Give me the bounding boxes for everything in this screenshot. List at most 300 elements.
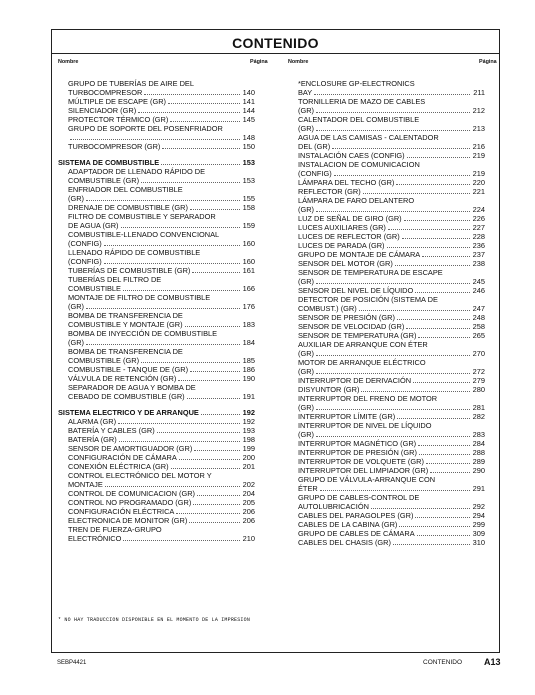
toc-page-number: 219 (472, 169, 485, 178)
dot-leader (404, 220, 470, 221)
toc-entry[interactable] (288, 115, 485, 133)
toc-entry-text: TUBERÍAS DE COMBUSTIBLE (GR) (68, 266, 191, 275)
dot-leader (192, 272, 240, 273)
toc-page-number: 213 (472, 124, 485, 133)
toc-entry-text: DRENAJE DE COMBUSTIBLE (GR) (68, 203, 188, 212)
toc-entry-text: (GR) (68, 338, 85, 347)
toc-section-heading[interactable] (58, 408, 255, 417)
toc-entry-text: SENSOR DE TEMPERATURA (GR) (298, 331, 417, 340)
toc-entry[interactable] (288, 160, 485, 178)
toc-page-number: 247 (472, 304, 485, 313)
toc-page-number: 246 (472, 286, 485, 295)
dot-leader (104, 263, 240, 264)
toc-entry-text: GRUPO DE CABLES-CONTROL DE (298, 493, 420, 502)
toc-page-number: 206 (242, 516, 255, 525)
toc-entry[interactable] (58, 124, 255, 142)
toc-entry[interactable] (58, 462, 255, 471)
toc-page-number: 192 (242, 417, 255, 426)
dot-leader (402, 238, 470, 239)
toc-entry-text: ENFRIADOR DEL COMBUSTIBLE (68, 185, 183, 194)
toc-entry-text: (GR) (298, 106, 315, 115)
toc-entry[interactable] (58, 106, 255, 115)
toc-entry[interactable] (58, 507, 255, 516)
toc-entry[interactable] (288, 214, 485, 223)
toc-entry-text: AUTOLUBRICACIÓN (298, 502, 369, 511)
dot-leader (105, 486, 240, 487)
toc-entry-text: PROTECTOR TÉRMICO (GR) (68, 115, 169, 124)
toc-entry-text: SEPARADOR DE AGUA Y BOMBA DE (68, 383, 196, 392)
dot-leader (334, 175, 470, 176)
toc-page-number: 159 (242, 221, 255, 230)
dot-leader (104, 245, 240, 246)
toc-page-number: 204 (242, 489, 255, 498)
dot-leader (418, 337, 470, 338)
toc-entry-text: COMBUSTIBLE (68, 284, 121, 293)
dot-leader (168, 103, 240, 104)
toc-page-number: 160 (242, 239, 255, 248)
dot-leader (157, 432, 240, 433)
toc-page-number: 281 (472, 403, 485, 412)
toc-entry[interactable] (288, 475, 485, 493)
toc-entry-text: INTERRUPTOR DE DERIVACIÓN (298, 376, 412, 385)
toc-page-number: 158 (242, 203, 255, 212)
toc-entry-text: SENSOR DE PRESIÓN (GR) (298, 313, 395, 322)
title-divider (52, 53, 499, 54)
right-col-name-header: Nombre (288, 59, 309, 65)
toc-entry-text: ELECTRONICA DE MONITOR (GR) (68, 516, 188, 525)
toc-entry-text: ALARMA (GR) (68, 417, 117, 426)
toc-entry-text: BOMBA DE TRANSFERENCIA DE (68, 311, 183, 320)
toc-entry[interactable] (288, 394, 485, 412)
toc-entry[interactable] (288, 520, 485, 529)
dot-leader (399, 526, 470, 527)
toc-page-number: 205 (242, 498, 255, 507)
dot-leader (419, 454, 470, 455)
toc-page-number: 283 (472, 430, 485, 439)
dot-leader (197, 495, 240, 496)
toc-entry-text: DE AGUA (GR) (68, 221, 119, 230)
toc-page-number: 186 (242, 365, 255, 374)
toc-page-number: 145 (242, 115, 255, 124)
toc-page-number: 227 (472, 223, 485, 232)
toc-entry-text: CONTROL NO PROGRAMADO (GR) (68, 498, 192, 507)
toc-entry-text: LUCES DE REFLECTOR (GR) (298, 232, 400, 241)
toc-entry-text: (GR) (298, 430, 315, 439)
toc-page-number: 150 (242, 142, 255, 151)
toc-entry-text: (GR) (298, 124, 315, 133)
page-title: CONTENIDO (232, 35, 319, 51)
toc-entry-text: INSTALACIÓN CAES (CONFIG) (298, 151, 405, 160)
toc-entry[interactable] (58, 212, 255, 230)
dot-leader (332, 148, 470, 149)
toc-page-number: 294 (472, 511, 485, 520)
toc-entry-text: LÁMPARA DEL TECHO (GR) (298, 178, 395, 187)
toc-entry-text: DISYUNTOR (GR) (298, 385, 360, 394)
left-col-page-header: Página (250, 59, 268, 65)
dot-leader (170, 121, 240, 122)
toc-entry[interactable] (288, 538, 485, 547)
toc-entry-text: (GR) (298, 367, 315, 376)
dot-leader (70, 139, 240, 140)
dot-leader (189, 522, 240, 523)
toc-entry[interactable] (58, 167, 255, 185)
toc-entry[interactable] (288, 385, 485, 394)
toc-entry-text: BOMBA DE INYECCIÓN DE COMBUSTIBLE (68, 329, 218, 338)
toc-page-number: 166 (242, 284, 255, 293)
toc-entry-text: DETECTOR DE POSICIÓN (SISTEMA DE (298, 295, 438, 304)
toc-entry-text: INTERRUPTOR DEL FRENO DE MOTOR (298, 394, 438, 403)
toc-page-number: 201 (242, 462, 255, 471)
toc-entry[interactable] (288, 412, 485, 421)
toc-entry-text: *ENCLOSURE GP-ELECTRONICS (298, 79, 415, 88)
toc-page-number: 226 (472, 214, 485, 223)
toc-entry[interactable] (288, 313, 485, 322)
toc-entry-text: ÉTER (298, 484, 318, 493)
dot-leader (393, 544, 470, 545)
toc-entry-text: DEL (GR) (298, 142, 331, 151)
toc-page-number: 220 (472, 178, 485, 187)
toc-entry[interactable] (288, 340, 485, 358)
toc-entry-text: TUBERÍAS DEL FILTRO DE (68, 275, 162, 284)
toc-page-number: 245 (472, 277, 485, 286)
toc-page-number: 228 (472, 232, 485, 241)
toc-entry[interactable] (58, 471, 255, 489)
toc-page-number: 198 (242, 435, 255, 444)
toc-entry[interactable] (288, 259, 485, 268)
dot-leader (86, 344, 240, 345)
toc-entry-text: CONTROL ELECTRÓNICO DEL MOTOR Y (68, 471, 212, 480)
dot-leader (415, 517, 470, 518)
toc-page-number: 279 (472, 376, 485, 385)
dot-leader (187, 398, 240, 399)
dot-leader (361, 391, 470, 392)
toc-entry-text: LUCES AUXILIARES (GR) (298, 223, 386, 232)
toc-entry[interactable] (288, 178, 485, 187)
toc-entry[interactable] (58, 230, 255, 248)
toc-entry-text: SENSOR DE TEMPERATURA DE ESCAPE (298, 268, 443, 277)
toc-entry[interactable] (288, 322, 485, 331)
dot-leader (176, 513, 240, 514)
toc-entry-text: COMBUSTIBLE Y MONTAJE (GR) (68, 320, 183, 329)
toc-page-number: 289 (472, 457, 485, 466)
dot-leader (118, 423, 240, 424)
toc-entry[interactable] (288, 187, 485, 196)
toc-entry-text: COMBUSTIBLE-LLENADO CONVENCIONAL (68, 230, 220, 239)
dot-leader (86, 308, 240, 309)
dot-leader (422, 256, 470, 257)
toc-entry-text: INTERRUPTOR DEL LIMPIADOR (GR) (298, 466, 429, 475)
toc-entry[interactable] (58, 417, 255, 426)
toc-entry[interactable] (58, 293, 255, 311)
dot-leader (119, 441, 240, 442)
dot-leader (415, 292, 470, 293)
toc-entry-text: BAY (298, 88, 313, 97)
toc-entry[interactable] (58, 365, 255, 374)
toc-page-number: 265 (472, 331, 485, 340)
toc-entry[interactable] (58, 248, 255, 266)
toc-entry[interactable] (58, 311, 255, 329)
dot-leader (190, 371, 240, 372)
dot-leader (397, 319, 470, 320)
toc-entry-text: CONEXIÓN ELÉCTRICA (GR) (68, 462, 169, 471)
dot-leader (138, 112, 240, 113)
dot-leader (430, 472, 470, 473)
toc-entry-text: GRUPO DE SOPORTE DEL POSENFRIADOR (68, 124, 223, 133)
dot-leader (417, 535, 470, 536)
toc-entry[interactable] (288, 511, 485, 520)
toc-page-number: 200 (242, 453, 255, 462)
toc-entry-text: COMBUSTIBLE (GR) (68, 356, 140, 365)
toc-entry[interactable] (58, 489, 255, 498)
toc-entry[interactable] (288, 331, 485, 340)
toc-page-number: 309 (472, 529, 485, 538)
toc-entry[interactable] (288, 466, 485, 475)
toc-entry-text: ELECTRÓNICO (68, 534, 122, 543)
toc-entry-text: INTERRUPTOR MAGNÉTICO (GR) (298, 439, 417, 448)
dot-leader (418, 445, 470, 446)
toc-entry-text: (GR) (68, 302, 85, 311)
toc-entry-text: LUCES DE PARADA (GR) (298, 241, 385, 250)
toc-entry-text: SISTEMA ELECTRICO Y DE ARRANQUE (58, 408, 199, 417)
dot-leader (316, 355, 470, 356)
dot-leader (316, 436, 470, 437)
toc-page-number: 216 (472, 142, 485, 151)
toc-page-number: 141 (242, 97, 255, 106)
toc-entry[interactable] (58, 347, 255, 365)
toc-entry-text: (CONFIG) (298, 169, 332, 178)
left-col-name-header: Nombre (58, 59, 79, 65)
toc-entry-text: (GR) (68, 194, 85, 203)
toc-page-number: 191 (242, 392, 255, 401)
dot-leader (316, 283, 470, 284)
dot-leader (162, 148, 240, 149)
toc-page-number: 193 (242, 426, 255, 435)
toc-entry-text: BATERÍA Y CABLES (GR) (68, 426, 155, 435)
toc-entry-text: AGUA DE LAS CAMISAS - CALENTADOR (298, 133, 439, 142)
dot-leader (194, 450, 240, 451)
toc-entry[interactable] (288, 457, 485, 466)
toc-page-number: 237 (472, 250, 485, 259)
dot-leader (395, 265, 470, 266)
dot-leader (123, 540, 240, 541)
toc-entry[interactable] (288, 196, 485, 214)
dot-leader (144, 94, 240, 95)
toc-entry[interactable] (288, 358, 485, 376)
dot-leader (406, 328, 470, 329)
footnote: * NO HAY TRADUCCION DISPONIBLE EN EL MOMENTO DE LA IMPRESION (58, 617, 251, 623)
dot-leader (141, 182, 240, 183)
toc-entry[interactable] (58, 266, 255, 275)
toc-entry-text: (GR) (298, 349, 315, 358)
dot-leader (123, 290, 240, 291)
document-code: SEBP4421 (57, 660, 87, 666)
toc-entry-text: CEBADO DE COMBUSTIBLE (GR) (68, 392, 185, 401)
toc-entry[interactable] (58, 453, 255, 462)
toc-entry[interactable] (58, 498, 255, 507)
dot-leader (396, 184, 470, 185)
dot-leader (185, 326, 240, 327)
toc-entry[interactable] (288, 232, 485, 241)
toc-entry-text: GRUPO DE MONTAJE DE CÁMARA (298, 250, 421, 259)
toc-entry-text: SISTEMA DE COMBUSTIBLE (58, 158, 160, 167)
dot-leader (407, 157, 470, 158)
dot-leader (316, 130, 470, 131)
toc-page-number: 284 (472, 439, 485, 448)
dot-leader (397, 418, 470, 419)
toc-entry-text: CONTROL DE COMUNICACION (GR) (68, 489, 196, 498)
toc-section-heading[interactable] (58, 158, 255, 167)
dot-leader (171, 468, 240, 469)
toc-page-number: 160 (242, 257, 255, 266)
footer-section: CONTENIDO (423, 659, 462, 666)
toc-entry[interactable] (58, 79, 255, 97)
toc-page-number: 290 (472, 466, 485, 475)
toc-entry-text: CONFIGURACIÓN ELÉCTRICA (68, 507, 175, 516)
dot-leader (314, 94, 470, 95)
left-contents-column (58, 79, 255, 543)
dot-leader (316, 112, 470, 113)
toc-entry[interactable] (58, 97, 255, 106)
toc-page-number: 236 (472, 241, 485, 250)
toc-entry[interactable] (288, 241, 485, 250)
dot-leader (363, 193, 470, 194)
dot-leader (161, 164, 240, 165)
toc-page-number: 288 (472, 448, 485, 457)
toc-page-number: 199 (242, 444, 255, 453)
section-gap (58, 151, 255, 158)
dot-leader (193, 504, 240, 505)
section-gap (58, 401, 255, 408)
toc-page-number: 292 (472, 502, 485, 511)
toc-entry[interactable] (288, 268, 485, 286)
dot-leader (388, 229, 470, 230)
toc-entry-text: MOTOR DE ARRANQUE ELÉCTRICO (298, 358, 426, 367)
toc-page-number: 144 (242, 106, 255, 115)
toc-page-number: 221 (472, 187, 485, 196)
toc-entry[interactable] (288, 529, 485, 538)
toc-entry-text: CABLES DE LA CABINA (GR) (298, 520, 398, 529)
toc-entry-text: (GR) (298, 205, 315, 214)
toc-entry[interactable] (288, 439, 485, 448)
toc-page-number: 270 (472, 349, 485, 358)
toc-page-number: 183 (242, 320, 255, 329)
dot-leader (141, 362, 240, 363)
toc-entry[interactable] (58, 383, 255, 401)
right-contents-column (288, 79, 485, 547)
toc-entry-text: TREN DE FUERZA-GRUPO (68, 525, 162, 534)
toc-entry-text: TORNILLERIA DE MAZO DE CABLES (298, 97, 426, 106)
toc-entry[interactable] (288, 133, 485, 151)
toc-entry[interactable] (58, 142, 255, 151)
toc-entry[interactable] (288, 421, 485, 439)
toc-entry[interactable] (58, 115, 255, 124)
toc-page-number: 206 (242, 507, 255, 516)
toc-page-number: 310 (472, 538, 485, 547)
toc-page-number: 282 (472, 412, 485, 421)
dot-leader (359, 310, 470, 311)
toc-entry-text: GRUPO DE VÁLVULA-ARRANQUE CON (298, 475, 436, 484)
dot-leader (201, 414, 240, 415)
toc-page-number: 299 (472, 520, 485, 529)
toc-entry-text: VÁLVULA DE RETENCIÓN (GR) (68, 374, 177, 383)
toc-entry[interactable] (58, 329, 255, 347)
toc-entry-text: LÁMPARA DE FARO DELANTERO (298, 196, 415, 205)
dot-leader (121, 227, 240, 228)
toc-entry-text: COMBUSTIBLE (GR) (68, 176, 140, 185)
toc-entry[interactable] (288, 79, 485, 97)
toc-entry[interactable] (58, 516, 255, 525)
toc-entry[interactable] (58, 435, 255, 444)
page-number: A13 (484, 657, 501, 667)
toc-page-number: 153 (242, 176, 255, 185)
toc-entry-text: REFLECTOR (GR) (298, 187, 361, 196)
toc-page-number: 248 (472, 313, 485, 322)
toc-entry-text: MONTAJE (68, 480, 103, 489)
toc-entry[interactable] (58, 275, 255, 293)
toc-entry-text: CABLES DEL PARAGOLPES (GR) (298, 511, 414, 520)
toc-entry[interactable] (288, 151, 485, 160)
toc-entry-text: (GR) (298, 403, 315, 412)
toc-entry[interactable] (288, 286, 485, 295)
contents-frame (51, 29, 500, 653)
toc-entry[interactable] (288, 223, 485, 232)
toc-entry-text: CONFIGURACIÓN DE CÁMARA (68, 453, 177, 462)
toc-entry[interactable] (288, 493, 485, 511)
toc-page-number: 212 (472, 106, 485, 115)
toc-entry-text: TURBOCOMPRESOR (GR) (68, 142, 161, 151)
toc-entry[interactable] (58, 185, 255, 203)
toc-entry[interactable] (288, 448, 485, 457)
toc-entry-text: CALENTADOR DEL COMBUSTIBLE (298, 115, 420, 124)
dot-leader (190, 209, 240, 210)
dot-leader (320, 490, 470, 491)
toc-entry-text: ADAPTADOR DE LLENADO RÁPIDO DE (68, 167, 206, 176)
toc-page-number: 184 (242, 338, 255, 347)
toc-page-number: 258 (472, 322, 485, 331)
toc-entry-text: (GR) (298, 277, 315, 286)
toc-entry-text: COMBUSTIBLE - TANQUE DE (GR) (68, 365, 189, 374)
dot-leader (387, 247, 470, 248)
toc-page-number: 280 (472, 385, 485, 394)
toc-entry[interactable] (58, 426, 255, 435)
toc-page-number: 140 (242, 88, 255, 97)
toc-entry-text: INTERRUPTOR DE NIVEL DE LÍQUIDO (298, 421, 432, 430)
toc-entry[interactable] (58, 374, 255, 383)
toc-entry-text: (CONFIG) (68, 257, 102, 266)
toc-page-number: 153 (242, 158, 255, 167)
toc-entry[interactable] (288, 97, 485, 115)
toc-entry-text: (CONFIG) (68, 239, 102, 248)
toc-entry-text: CABLES DEL CHASIS (GR) (298, 538, 391, 547)
toc-entry-text: FILTRO DE COMBUSTIBLE Y SEPARADOR (68, 212, 216, 221)
toc-entry[interactable] (288, 250, 485, 259)
toc-page-number: 185 (242, 356, 255, 365)
toc-page-number: 155 (242, 194, 255, 203)
toc-entry-text: BOMBA DE TRANSFERENCIA DE (68, 347, 183, 356)
toc-entry-text: INTERRUPTOR DE VOLQUETE (GR) (298, 457, 424, 466)
toc-entry[interactable] (288, 376, 485, 385)
toc-page-number: 176 (242, 302, 255, 311)
toc-entry-text: SENSOR DE AMORTIGUADOR (GR) (68, 444, 193, 453)
toc-entry-text: BATERÍA (GR) (68, 435, 117, 444)
toc-entry-text: GRUPO DE TUBERÍAS DE AIRE DEL (68, 79, 194, 88)
toc-entry[interactable] (288, 295, 485, 313)
toc-entry[interactable] (58, 525, 255, 543)
toc-page-number: 219 (472, 151, 485, 160)
toc-page-number: 192 (242, 408, 255, 417)
toc-entry[interactable] (58, 444, 255, 453)
toc-entry[interactable] (58, 203, 255, 212)
